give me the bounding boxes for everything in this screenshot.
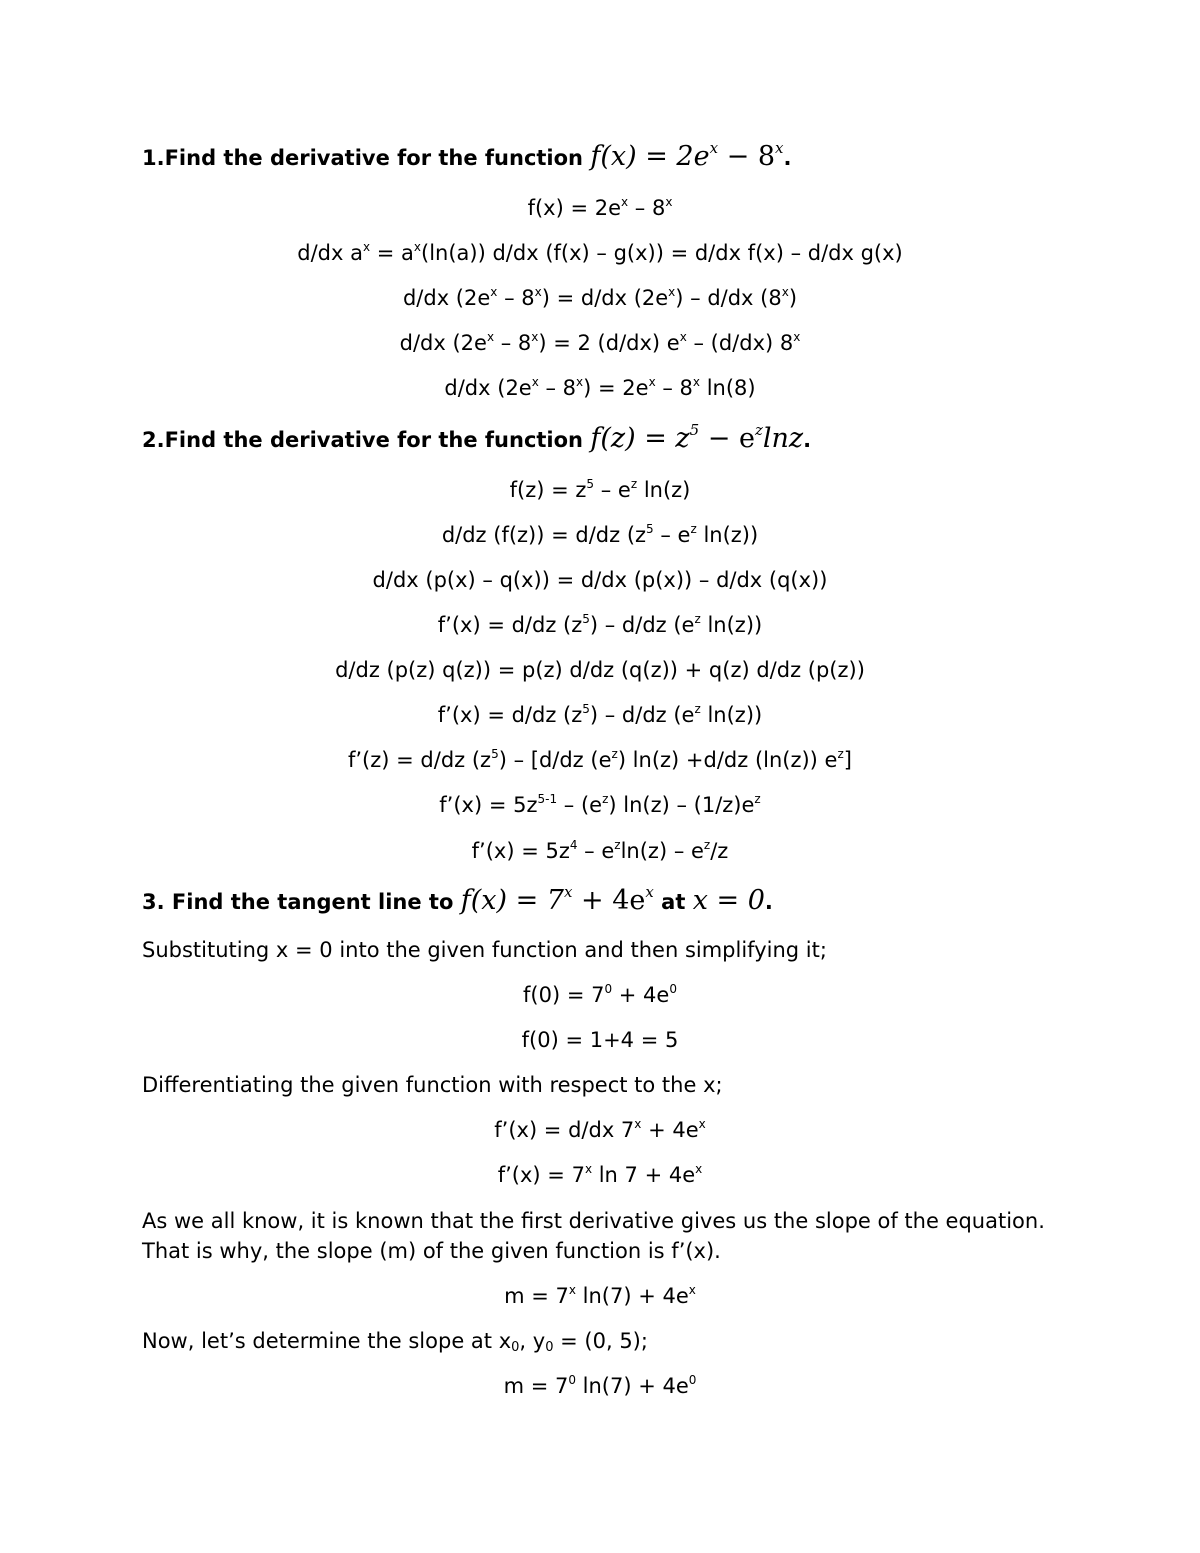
q1-line-4: d/dx $(2e^x - 8^x) = 2$ (d/dx) $e^x - (d/dx)$ 8$^x$: [399, 330, 801, 355]
q2-line-5: d/dz (p(z) q(z)) = p(z) d/dz (q(z)) + q(z) d/dz (p(z)): [335, 658, 865, 682]
q1-line-5: d/dx $(2e^x - 8^x) = 2e^x - 8^x$ ln(8): [444, 375, 756, 400]
q3-paragraph-2: Differentiating the given function with respect to the x;: [142, 1073, 723, 1097]
q2-heading-text: 2.Find the derivative for the function: [142, 428, 584, 452]
q2-line-7: f’(z) = d/dz $(z^5) - [d/dz$ $(e^z)$ ln(z) +d/dz (ln(z)) $e^z$]: [347, 747, 852, 772]
q1-line-2: d/dx $a^x = a^x(\ln(a))$ d/dx (f(x) – g(x)) = d/dx f(x) – d/dx g(x): [297, 240, 903, 265]
q3-line-2: f(0) = 1+4 = 5: [521, 1028, 679, 1052]
q3-heading: 3. Find the tangent line to $f(x) = 7^x + 4e^x$ at x = 0.: [142, 883, 773, 916]
q3-at-text: at: [653, 890, 693, 914]
q3-line-1: $f(0) = 7^0 + 4e^0$: [523, 982, 677, 1007]
q1-line-3: d/dx $(2e^x - 8^x) = d/dx$ $(2e^x) - d/dx$ (8$^x$): [402, 285, 798, 310]
q2-line-2: d/dz (f(z)) = d/dz ($z^5 - e^z$ ln(z)): [441, 522, 759, 547]
q2-heading: 2.Find the derivative for the function $f(z) = z^5 - e^z\ln z$.: [142, 421, 812, 454]
q3-line-6: $m = 7^0$ $\ln(7) + 4e^0$: [503, 1373, 697, 1398]
q2-line-3: d/dx (p(x) – q(x)) = d/dx (p(x)) – d/dx (q(x)): [372, 568, 828, 592]
q3-line-3: f’(x) = d/dx $7^x + 4e^x$: [494, 1117, 706, 1142]
q2-line-1: $f(z) = z^5 - e^z$ ln(z): [509, 477, 691, 502]
q2-line-9: f’(x) = $5z^4 - e^z\ln(z) - e^z/z$: [471, 838, 729, 863]
q1-line-1: $f(x) = 2e^x - 8^x$: [527, 195, 673, 220]
q3-heading-text: 3. Find the tangent line to: [142, 890, 454, 914]
q2-line-4: f’(x) = d/dz $(z^5) - d/dz$ ($e^z$ ln(z)): [437, 612, 763, 637]
q3-condition: x = 0: [692, 885, 765, 916]
q2-line-6: f’(x) = d/dz $(z^5) - d/dz$ ($e^z$ ln(z)): [437, 702, 763, 727]
q1-function-formula: $f(x) = 2e^x - 8^x$: [590, 139, 784, 172]
q2-line-8: f’(x) = $5z^{5-1} - (e^z)$ $\ln(z) - (1/z)e^z$: [439, 792, 761, 817]
q1-heading-text: 1.Find the derivative for the function: [142, 146, 584, 170]
q2-function-formula: $f(z) = z^5 - e^z\ln z$: [590, 421, 804, 454]
q3-paragraph-3: As we all know, it is known that the first derivative gives us the slope of the equation. That is why, the slope (m) of the given function is f’(x).: [142, 1209, 1045, 1263]
q3-line-4: f’(x) = $7^x$ $\ln 7 + 4e^x$: [497, 1162, 703, 1187]
q3-paragraph-1: Substituting x = 0 into the given function and then simplifying it;: [142, 938, 827, 962]
q3-line-5: $m = 7^x$ $\ln(7) + 4e^x$: [504, 1283, 696, 1308]
q3-paragraph-4: Now, let’s determine the slope at $x_0$, $y_0 = (0$, 5);: [142, 1329, 648, 1355]
q1-heading: 1.Find the derivative for the function $f(x) = 2e^x - 8^x$.: [142, 139, 792, 172]
q3-function-formula: $f(x) = 7^x + 4e^x$: [460, 883, 654, 916]
